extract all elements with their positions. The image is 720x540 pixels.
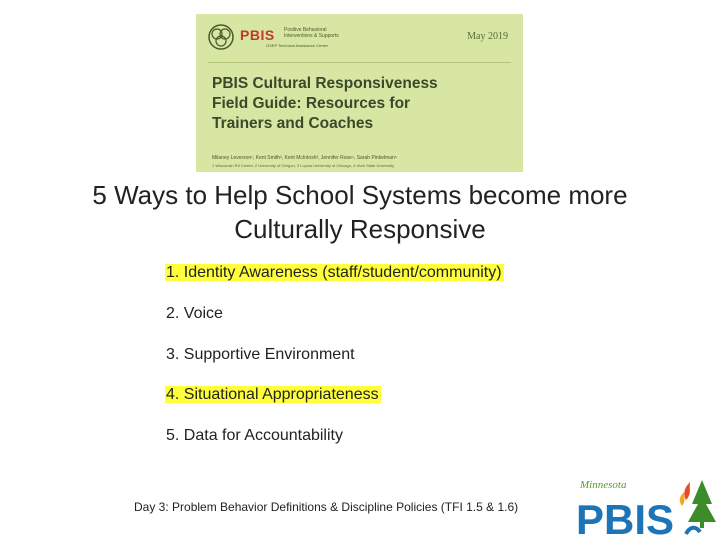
ways-list	[165, 262, 504, 466]
cover-affiliations: 1 Wisconsin RtI Center, 2 University of Oregon, 3 Loyola University of Chicago, 4 Utah State University	[212, 163, 395, 168]
pbis-knot-logo-icon	[208, 24, 234, 50]
list-item	[165, 344, 504, 385]
cover-pbis-logo-text: PBIS	[240, 27, 275, 43]
list-item-text: 5. Data for Accountability	[166, 427, 343, 445]
cover-divider	[208, 62, 511, 63]
list-item-text: 4. Situational Appropriateness	[166, 386, 379, 404]
cover-date: May 2019	[467, 31, 508, 42]
slide-footer: Day 3: Problem Behavior Definitions & Discipline Policies (TFI 1.5 & 1.6)	[134, 500, 519, 514]
mn-logo-pbis-text: PBIS	[576, 496, 675, 540]
list-item	[165, 303, 504, 344]
cover-pbis-tagline: OSEP Technical Assistance Center	[266, 43, 329, 48]
list-item-text: 2. Voice	[166, 304, 223, 322]
list-item-text: 1. Identity Awareness (staff/student/community)	[166, 264, 502, 281]
cover-title: PBIS Cultural Responsiveness Field Guide: Resources for Trainers and Coaches	[212, 75, 438, 132]
slide-title-line-1: 5 Ways to Help School Systems become more	[92, 180, 628, 210]
field-guide-cover	[196, 14, 523, 172]
mn-logo-state-text: Minnesota	[580, 479, 627, 491]
list-item-text: 3. Supportive Environment	[166, 345, 355, 363]
cover-pbis-subtext: Positive Behavioral Interventions & Supports	[284, 27, 339, 39]
list-item	[165, 262, 504, 303]
slide-title-line-2: Culturally Responsive	[234, 214, 486, 244]
cover-authors: Milaney Leverson¹, Kent Smith², Kent McIntosh³, Jennifer Rose⁴, Sarah Pinkelman⁵	[212, 155, 397, 161]
list-item	[165, 384, 504, 425]
slide-title	[60, 178, 660, 246]
list-item	[165, 425, 504, 466]
minnesota-pbis-logo-icon	[574, 470, 720, 540]
